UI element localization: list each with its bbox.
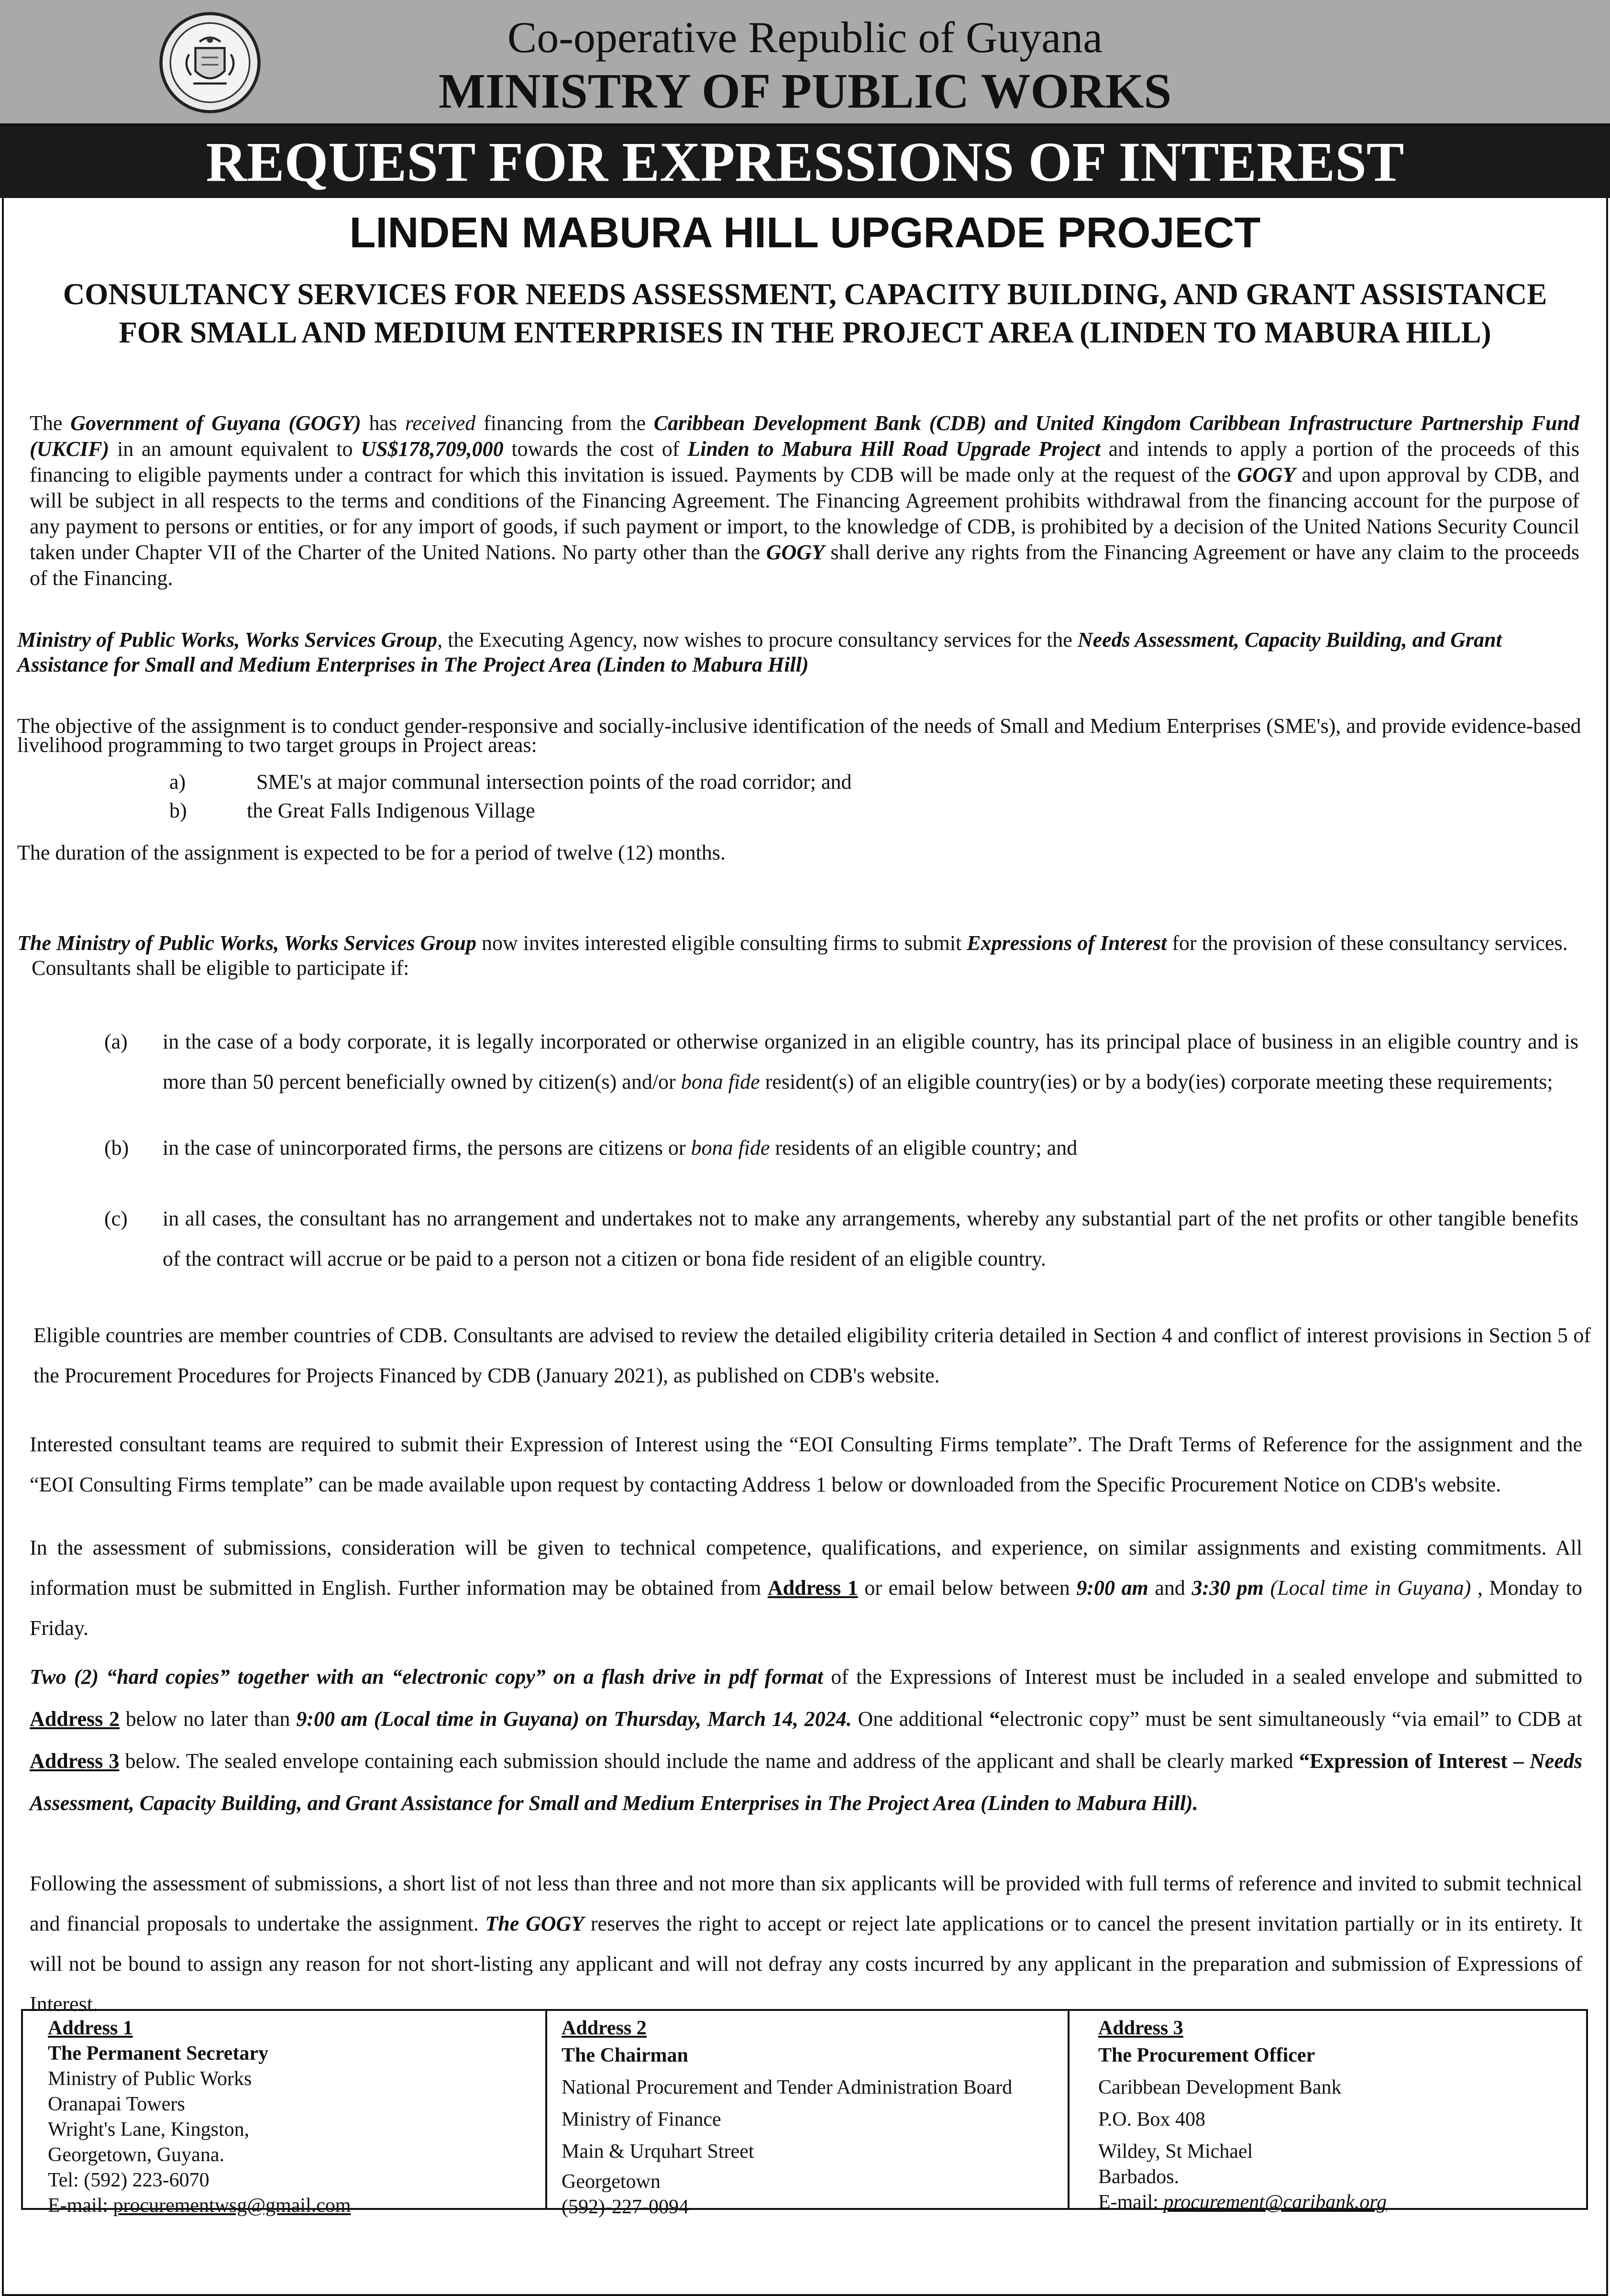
- address-recipient: The Permanent Secretary: [48, 2042, 269, 2064]
- assessment-paragraph: In the assessment of submissions, consideration will be given to technical competence, qualifications, and experience, on similar assignments and existing commitments. All information must be submitted in English. Further information may be obtained from Address 1 or email below between 9:00 am and 3:30 pm (Local time in Guyana) , Monday to Friday.: [30, 1536, 1582, 1640]
- header-band: [0, 0, 1610, 126]
- address-line: Georgetown: [562, 2171, 661, 2193]
- email-link[interactable]: procurement@caribank.org: [1163, 2191, 1387, 2213]
- address-2-cell: [545, 2011, 1068, 2218]
- eligibility-text: in all cases, the consultant has no arrangement and undertakes not to make any arrangements, whereby any substantial part of the net profits or other tangible benefits of the contract will accrue or be paid to a person not a citizen or bona fide resident of an eligible country.: [163, 1207, 1578, 1270]
- address-line: Ministry of Public Works: [48, 2068, 252, 2090]
- objective-paragraph: The objective of the assignment is to conduct gender-responsive and socially-inclusive identification of the needs of Small and Medium Enterprises (SME's), and provide evidence-based livelihood programming to two target groups in Project areas:: [17, 714, 1581, 757]
- notice-banner: REQUEST FOR EXPRESSIONS OF INTEREST: [0, 126, 1610, 198]
- objective-item-label: b): [169, 799, 187, 822]
- financing-paragraph: The Government of Guyana (GOGY) has received financing from the Caribbean Development Bank (CDB) and United Kingdom Caribbean Infrastructure Partnership Fund (UKCIF) in an amount equivalent to US$178,709,000 towards the cost of Linden to Mabura Hill Road Upgrade Project and intends to apply a portion of the proceeds of this financing to eligible payments under a contract for which this invitation is issued. Payments by CDB will be made only at the request of the GOGY and upon approval by CDB, and will be subject in all respects to the terms and conditions of the Financing Agreement. The Financing Agreement prohibits withdrawal from the financing account for the purpose of any payment to persons or entities, or for any import of goods, if such payment or import, to the knowledge of CDB, is prohibited by a decision of the United Nations Security Council taken under Chapter VII of the Charter of the United Nations. No party other than the GOGY shall derive any rights from the Financing Agreement or have any claim to the proceeds of the Financing.: [30, 411, 1579, 590]
- eligibility-label: (a): [104, 1030, 128, 1053]
- eligible-countries-paragraph: Eligible countries are member countries of CDB. Consultants are advised to review the detailed eligibility criteria detailed in Section 4 and conflict of interest provisions in Section 5 of the Procurement Procedures for Projects Financed by CDB (January 2021), as published on CDB's website.: [33, 1324, 1591, 1387]
- address-line: Tel: (592) 223-6070: [48, 2169, 210, 2191]
- address-line: Wright's Lane, Kingston,: [48, 2119, 250, 2141]
- address-line: (592)-227-0094: [562, 2196, 689, 2218]
- services-subtitle: [19, 275, 1591, 352]
- eligibility-label: (b): [104, 1136, 129, 1159]
- country-name: Co-operative Republic of Guyana: [507, 13, 1103, 62]
- address-line: Barbados.: [1098, 2166, 1180, 2188]
- duration-paragraph: The duration of the assignment is expected to be for a period of twelve (12) months.: [17, 841, 726, 864]
- executing-agency-paragraph: Ministry of Public Works, Works Services Group, the Executing Agency, now wishes to procure consultancy services for the Needs Assessment, Capacity Building, and Grant Assistance for Small and Medium Enterprises in The Project Area (Linden to Mabura Hill): [17, 628, 1502, 676]
- address-line: Main & Urquhart Street: [562, 2141, 754, 2163]
- addresses-table: [21, 2009, 1588, 2218]
- address-1-cell: [23, 2011, 545, 2217]
- address-email-row: E-mail: procurement@caribank.org: [1098, 2191, 1387, 2213]
- objective-item-text: SME's at major communal intersection points of the road corridor; and: [256, 770, 852, 794]
- address-recipient: The Procurement Officer: [1098, 2044, 1315, 2066]
- address-line: Ministry of Finance: [562, 2108, 721, 2130]
- address-heading: Address 2: [562, 2017, 647, 2039]
- objective-item-text: the Great Falls Indigenous Village: [247, 799, 535, 822]
- eligibility-text: in the case of unincorporated firms, the persons are citizens or bona fide residents of an eligible country; and: [163, 1136, 1078, 1159]
- invitation-paragraph: The Ministry of Public Works, Works Services Group now invites interested eligible consulting firms to submit Expressions of Interest for the provision of these consultancy services. Consultants shall be eligible to participate if:: [17, 931, 1568, 980]
- address-email-row: E-mail: procurementwsg@gmail.com: [48, 2195, 351, 2217]
- project-title: LINDEN MABURA HILL UPGRADE PROJECT: [349, 209, 1261, 257]
- address-1-link: Address 1: [767, 1576, 858, 1600]
- subtitle-line-2: FOR SMALL AND MEDIUM ENTERPRISES IN THE PROJECT AREA (LINDEN TO MABURA HILL): [119, 316, 1491, 349]
- address-recipient: The Chairman: [562, 2044, 688, 2066]
- address-line: Wildey, St Michael: [1098, 2141, 1253, 2163]
- email-link[interactable]: procurementwsg@gmail.com: [113, 2195, 351, 2217]
- address-line: P.O. Box 408: [1098, 2108, 1206, 2130]
- ministry-name: MINISTRY OF PUBLIC WORKS: [438, 64, 1172, 119]
- address-line: National Procurement and Tender Administration Board: [562, 2076, 1013, 2098]
- template-paragraph: Interested consultant teams are required to submit their Expression of Interest using the “EOI Consulting Firms template”. The Draft Terms of Reference for the assignment and the “EOI Consulting Firms template” can be made available upon request by contacting Address 1 below or downloaded from the Specific Procurement Notice on CDB's website.: [30, 1433, 1582, 1496]
- address-line: Caribbean Development Bank: [1098, 2076, 1342, 2098]
- subtitle-line-1: CONSULTANCY SERVICES FOR NEEDS ASSESSMENT, CAPACITY BUILDING, AND GRANT ASSISTANCE: [63, 277, 1547, 311]
- address-3-cell: [1068, 2011, 1588, 2213]
- address-heading: Address 1: [48, 2017, 133, 2039]
- address-heading: Address 3: [1098, 2017, 1183, 2039]
- submission-paragraph: Two (2) “hard copies” together with an “electronic copy” on a flash drive in pdf format of the Expressions of Interest must be included in a sealed envelope and submitted to Address 2 below no later than 9:00 am (Local time in Guyana) on Thursday, March 14, 2024. One additional “electronic copy” must be sent simultaneously “via email” to CDB at Address 3 below. The sealed envelope containing each submission should include the name and address of the applicant and shall be clearly marked “Expression of Interest – Needs Assessment, Capacity Building, and Grant Assistance for Small and Medium Enterprises in The Project Area (Linden to Mabura Hill).: [30, 1665, 1583, 1815]
- address-line: Oranapai Towers: [48, 2093, 185, 2115]
- objective-item-label: a): [169, 770, 186, 794]
- address-line: Georgetown, Guyana.: [48, 2144, 224, 2166]
- eligibility-text: in the case of a body corporate, it is legally incorporated or otherwise organized in an eligible country, has its principal place of business in an eligible country and is more than 50 percent beneficially owned by citizen(s) and/or bona fide resident(s) of an eligible country(ies) or by a body(ies) corporate meeting these requirements;: [163, 1030, 1578, 1093]
- eligibility-label: (c): [104, 1207, 128, 1230]
- shortlist-paragraph: Following the assessment of submissions, a short list of not less than three and not more than six applicants will be provided with full terms of reference and invited to submit technical and financial proposals to undertake the assignment. The GOGY reserves the right to accept or reject late applications or to cancel the present invitation partially or in its entirety. It will not be bound to assign any reason for not short-listing any applicant and will not defray any costs incurred by any applicant in the preparation and submission of Expressions of Interest.: [30, 1872, 1582, 2016]
